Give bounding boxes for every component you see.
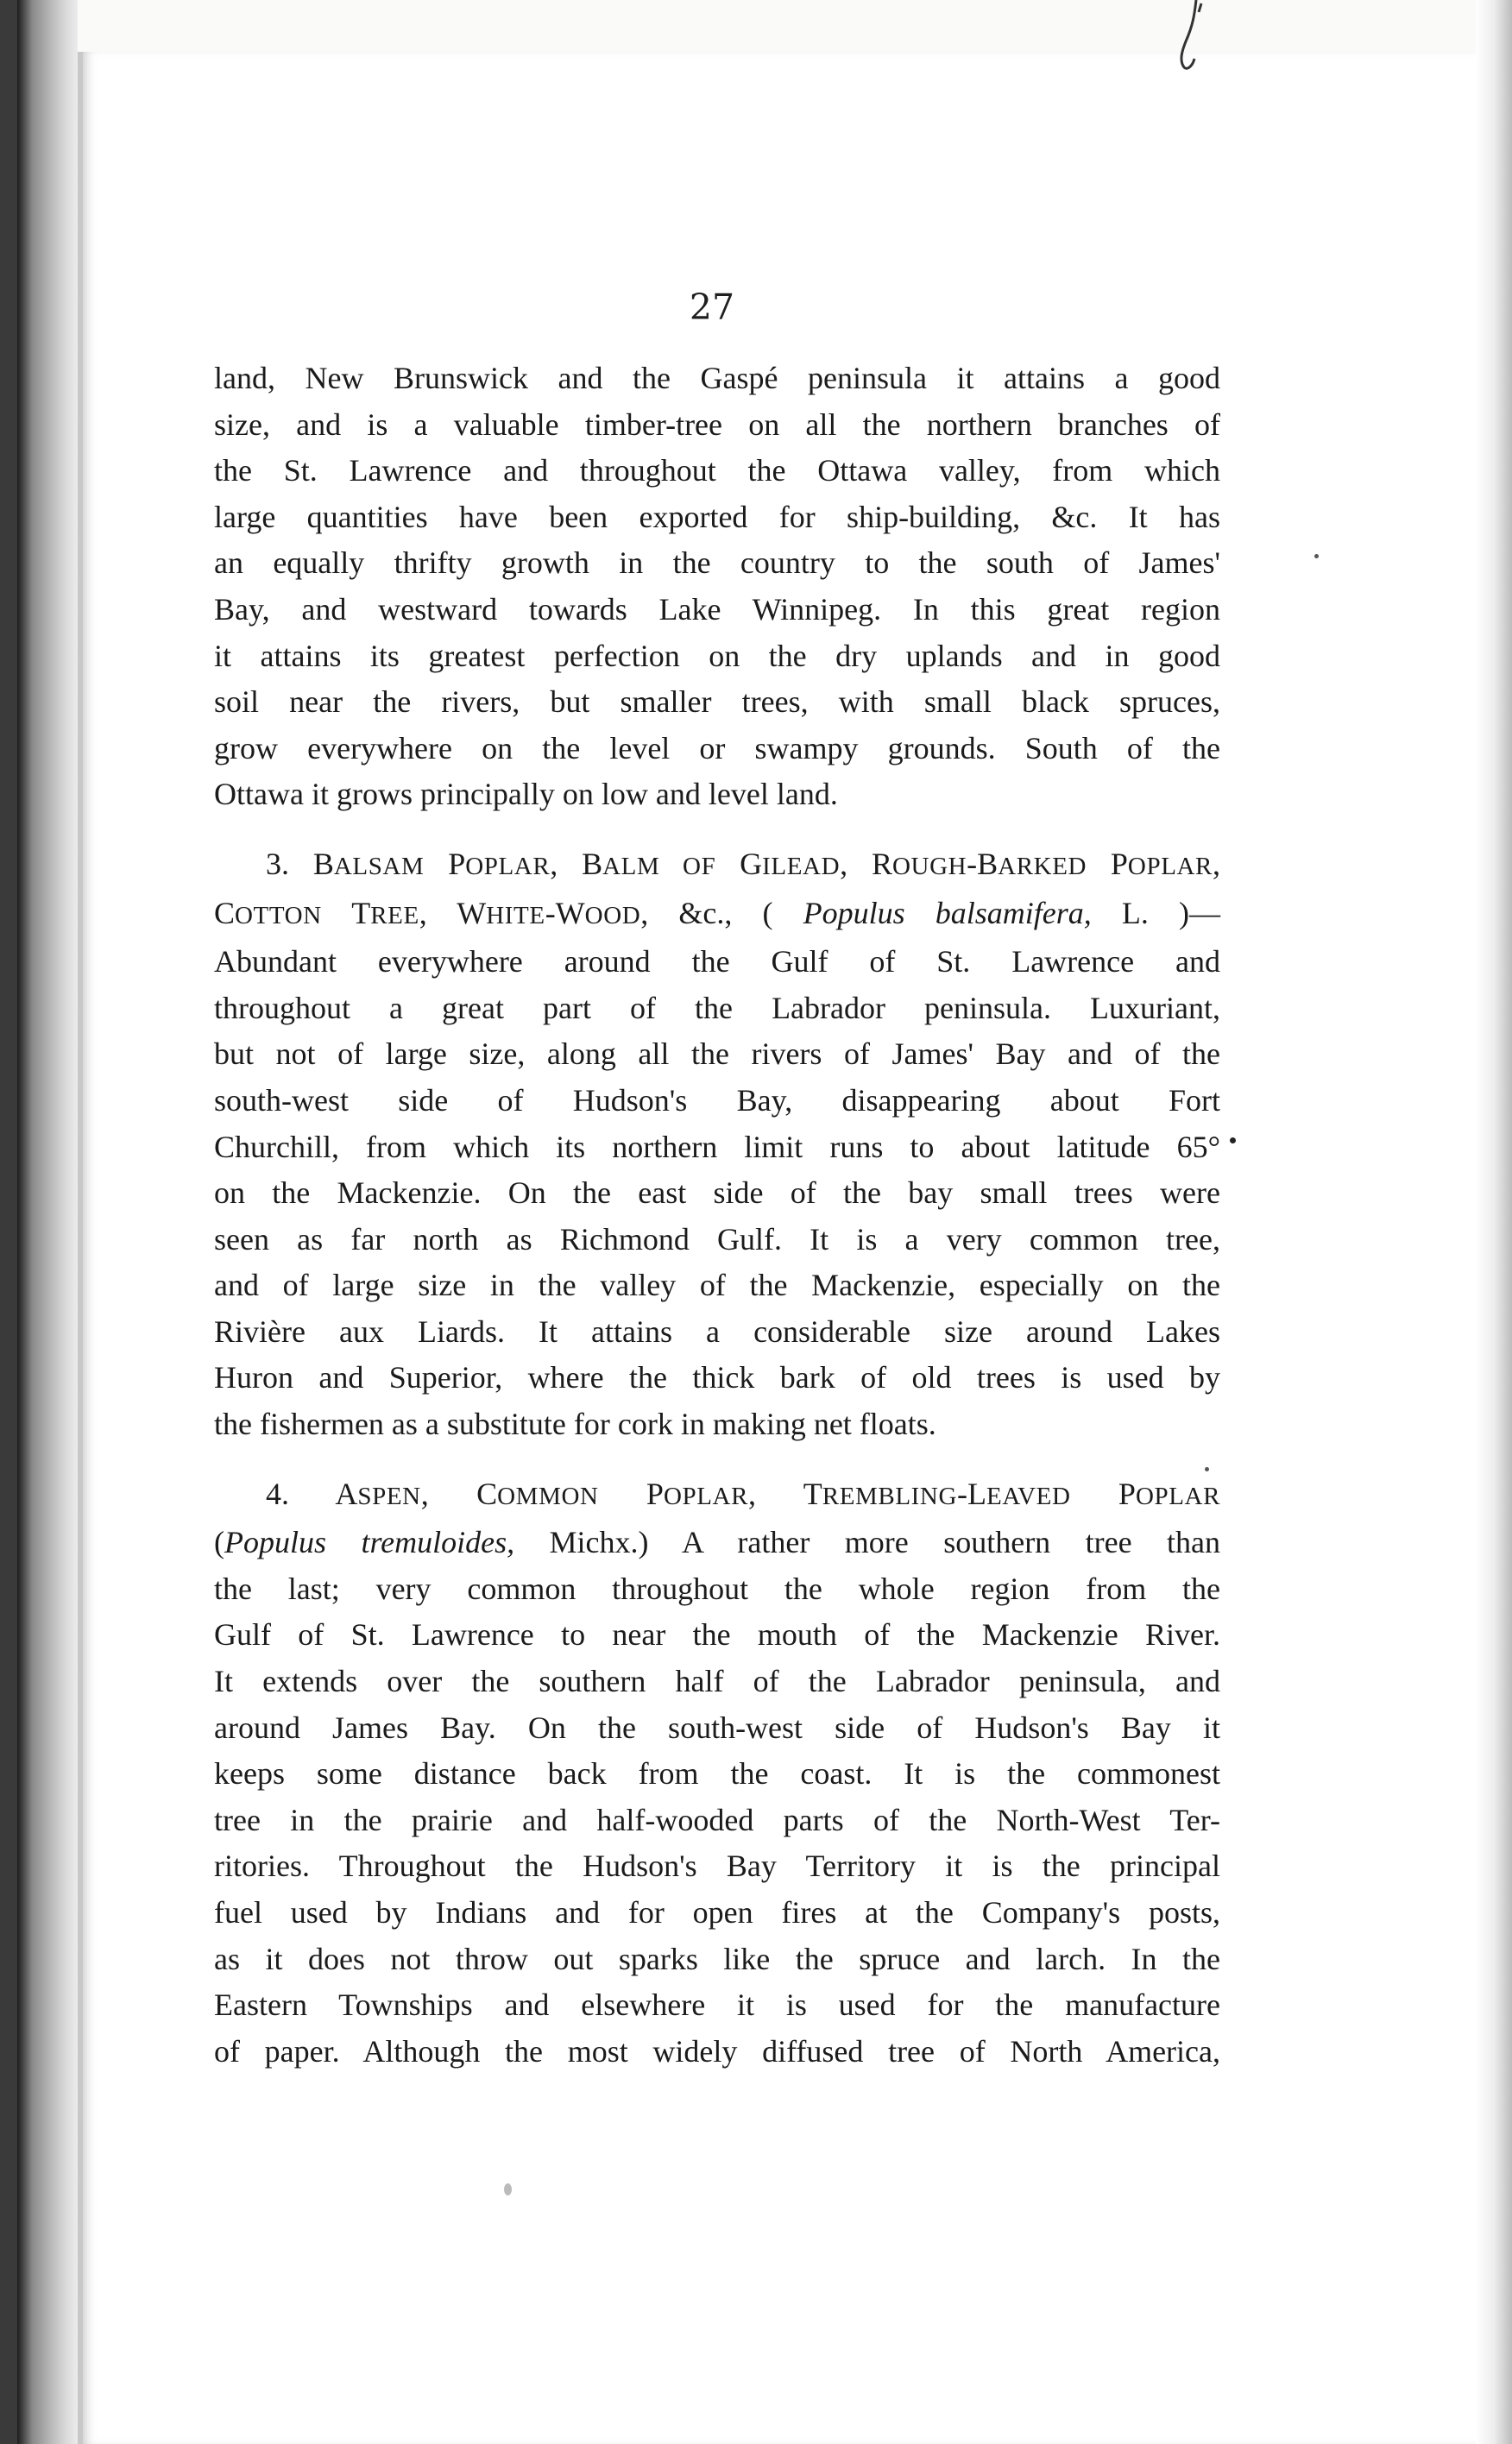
- text-line: size, and is a valuable timber-tree on all the northern branches of: [214, 406, 1220, 442]
- text-line: Bay, and westward towards Lake Winnipeg. In this great region: [214, 591, 1220, 627]
- book-gutter-shadow: [17, 0, 78, 2444]
- heading-text: Michx.) A rather more southern tree than: [514, 1525, 1220, 1560]
- text-line: Churchill, from which its northern limit runs to about latitude 65°: [214, 1129, 1220, 1164]
- text-line: on the Mackenzie. On the east side of the bay small trees were: [214, 1175, 1220, 1211]
- scanner-border: [0, 0, 17, 2444]
- heading-text: OTTON: [235, 901, 322, 929]
- heading-text: P: [1087, 846, 1128, 881]
- heading-text: , W: [419, 895, 487, 930]
- heading-text: ,: [1213, 846, 1220, 881]
- heading-text: , R: [840, 846, 892, 881]
- text-line: Rivière aux Liards. It attains a considerable size around Lakes: [214, 1313, 1220, 1349]
- heading-text: REMBLING: [822, 1482, 958, 1510]
- heading-text: T: [321, 895, 371, 930]
- text-line: an equally thrifty growth in the country to the south of James': [214, 545, 1220, 581]
- speck: [504, 2183, 512, 2195]
- text-line: Huron and Superior, where the thick bark of old trees is used by: [214, 1360, 1220, 1395]
- heading-text: G: [715, 846, 763, 881]
- heading-text: SPEN: [357, 1482, 421, 1510]
- heading-text: ARKED: [998, 852, 1087, 880]
- page-right-edge: [1476, 0, 1512, 2444]
- text-line: the last; very common throughout the whole region from the: [214, 1571, 1220, 1606]
- text-line: but not of large size, along all the rivers of James' Bay and of the: [214, 1036, 1220, 1072]
- text-line: ritories. Throughout the Hudson's Bay Territory it is the principal: [214, 1849, 1220, 1884]
- text-line: of paper. Although the most widely diffused tree of North America,: [214, 2033, 1220, 2069]
- heading-text: -W: [545, 895, 585, 930]
- heading-text: -L: [957, 1476, 986, 1511]
- heading-text: OPLAR: [465, 852, 551, 880]
- heading-text: P: [448, 846, 466, 881]
- text-line: tree in the prairie and half-wooded parts of the North-West Ter-: [214, 1802, 1220, 1837]
- text-line: Abundant everywhere around the Gulf of St. Lawrence and: [214, 944, 1220, 979]
- species-heading: [214, 1471, 1220, 1521]
- species-heading-cont: [214, 891, 1220, 940]
- entry-number: 4.: [266, 1476, 289, 1511]
- heading-text: REE: [370, 901, 419, 929]
- heading-text: OUGH: [892, 852, 967, 880]
- paragraph-aspen: [214, 1471, 1220, 2076]
- entry-number: 3.: [266, 846, 289, 881]
- heading-text: (: [214, 1525, 224, 1560]
- text-line: as it does not throw out sparks like the spruce and larch. In the: [214, 1941, 1220, 1976]
- latin-name: Populus balsamifera,: [803, 895, 1092, 930]
- heading-text: A: [335, 1476, 358, 1511]
- text-line: the fishermen as a substitute for cork in making net floats.: [214, 1407, 936, 1442]
- latin-name: Populus tremuloides,: [224, 1525, 515, 1560]
- text-line: large quantities have been exported for ship-building, &c. It has: [214, 499, 1220, 534]
- heading-text: -B: [967, 846, 999, 881]
- text-line: grow everywhere on the level or swampy grounds. South of the: [214, 730, 1220, 765]
- text-line: Eastern Townships and elsewhere it is used for the manufacture: [214, 1987, 1220, 2023]
- text-line: fuel used by Indians and for open fires at the Company's posts,: [214, 1895, 1220, 1930]
- text-line: soil near the rivers, but smaller trees, with small black spruces,: [214, 684, 1220, 720]
- text-line: keeps some distance back from the coast. It is the commonest: [214, 1756, 1220, 1792]
- paragraph-white-spruce-continued: [214, 356, 1220, 818]
- heading-text: P: [1070, 1476, 1136, 1511]
- heading-text: ALSAM: [333, 852, 425, 880]
- text-line: seen as far north as Richmond Gulf. It is a very common tree,: [214, 1221, 1220, 1257]
- speck: [1314, 554, 1319, 558]
- heading-text: OPLAR: [1127, 852, 1213, 880]
- text-line: It extends over the southern half of the Labrador peninsula, and: [214, 1664, 1220, 1699]
- heading-text: ILEAD: [762, 852, 841, 880]
- species-heading-cont: [214, 1520, 1220, 1566]
- text-line: throughout a great part of the Labrador peninsula. Luxuriant,: [214, 990, 1220, 1025]
- species-heading: [214, 841, 1220, 891]
- text-line: the St. Lawrence and throughout the Ottawa valley, from which: [214, 453, 1220, 488]
- text-line: it attains its greatest perfection on the dry uplands and in good: [214, 638, 1220, 673]
- heading-text: OOD: [584, 901, 641, 929]
- ink-mark-icon: [1175, 0, 1210, 74]
- heading-text: , C: [420, 1476, 498, 1511]
- heading-text: EAVED: [986, 1482, 1071, 1510]
- page-number: 27: [689, 287, 735, 328]
- heading-text: C: [214, 895, 236, 930]
- heading-text: OPLAR: [1135, 1482, 1221, 1510]
- speck: [1230, 1137, 1236, 1143]
- heading-text: L. )—: [1091, 895, 1221, 930]
- text-line: south-west side of Hudson's Bay, disappearing about Fort: [214, 1082, 1220, 1118]
- text-line: around James Bay. On the south-west side of Hudson's Bay it: [214, 1710, 1220, 1745]
- text-line: and of large size in the valley of the Mackenzie, especially on the: [214, 1268, 1220, 1303]
- heading-text: , &c., (: [640, 895, 773, 930]
- heading-text: , T: [748, 1476, 822, 1511]
- heading-text: OMMON: [497, 1482, 599, 1510]
- paragraph-balsam-poplar: [214, 841, 1220, 1448]
- heading-text: ALM OF: [602, 852, 716, 880]
- text-line: Ottawa it grows principally on low and level land.: [214, 777, 838, 812]
- text-line: Gulf of St. Lawrence to near the mouth of the Mackenzie River.: [214, 1617, 1220, 1653]
- heading-text: B: [312, 846, 334, 881]
- text-line: land, New Brunswick and the Gaspé peninsula it attains a good: [214, 361, 1220, 395]
- heading-text: P: [598, 1476, 664, 1511]
- heading-text: OPLAR: [663, 1482, 749, 1510]
- heading-text: HITE: [486, 901, 545, 929]
- body-text: [214, 356, 1220, 2075]
- heading-text: , B: [550, 846, 603, 881]
